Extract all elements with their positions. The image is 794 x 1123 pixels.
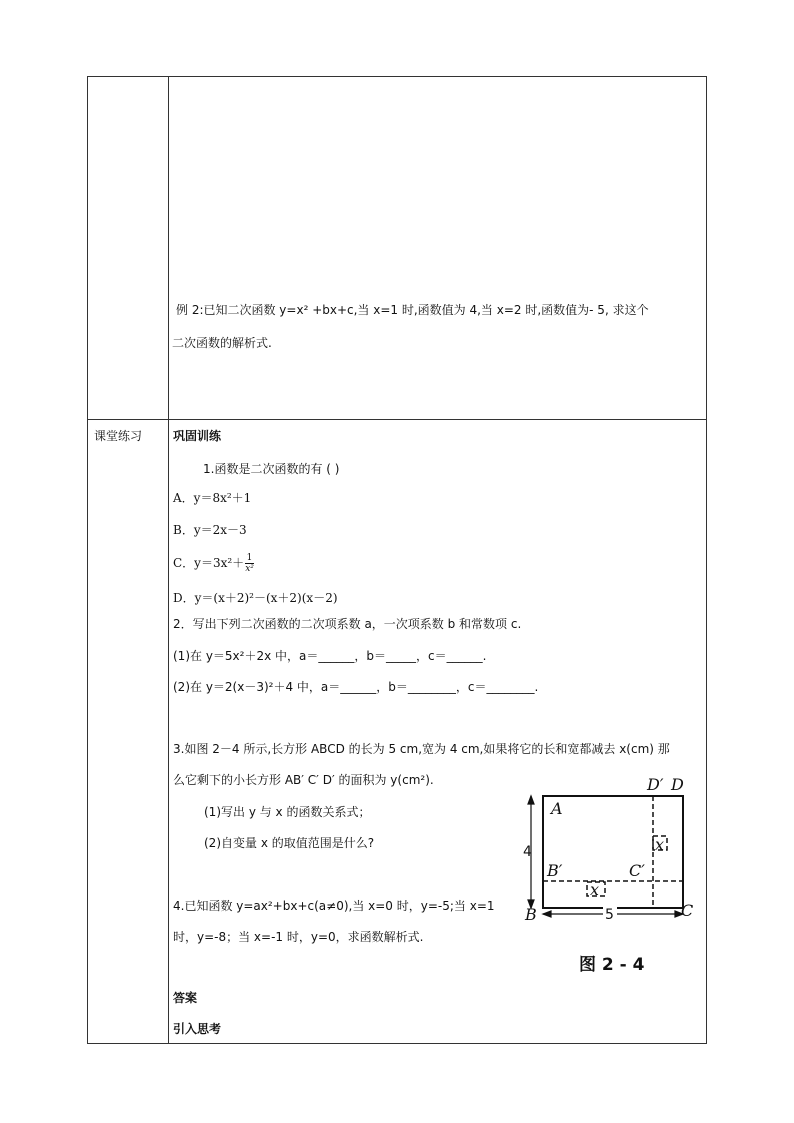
- fraction-denominator: x²: [245, 564, 254, 574]
- practice-heading: 巩固训练: [173, 429, 222, 443]
- q1-option-b: B．y＝2x－3: [173, 523, 247, 537]
- row-divider: [88, 419, 706, 420]
- q1-stem: 1.函数是二次函数的有 ( ): [203, 462, 340, 476]
- label-height-4: 4: [523, 844, 532, 860]
- q3-line2: 么它剩下的小长方形 AB′ C′ D′ 的面积为 y(cm²).: [173, 773, 434, 787]
- figure-caption: 图 2 - 4: [579, 955, 645, 975]
- fraction-numerator: 1: [246, 553, 253, 563]
- q3-line1: 3.如图 2－4 所示,长方形 ABCD 的长为 5 cm,宽为 4 cm,如果将它的长和宽都减去 x(cm) 那: [173, 742, 670, 756]
- q2-stem: 2．写出下列二次函数的二次项系数 a，一次项系数 b 和常数项 c.: [173, 617, 522, 631]
- q3-sub2: (2)自变量 x 的取值范围是什么?: [204, 836, 375, 850]
- q1-option-a: A．y＝8x²＋1: [173, 491, 252, 505]
- example2-line1: 例 2:已知二次函数 y=x² +bx+c,当 x=1 时,函数值为 4,当 x=2 时,函数值为- 5, 求这个: [176, 303, 649, 317]
- label-c: C: [681, 901, 694, 920]
- label-x-bottom: x: [590, 880, 600, 899]
- q2-part1: (1)在 y＝5x²＋2x 中，a＝______，b＝_____，c＝______.: [173, 649, 487, 663]
- width-arrow-left: [543, 911, 551, 917]
- label-c-prime: C′: [629, 861, 645, 880]
- q4-line2: 时，y=-8；当 x=-1 时，y=0，求函数解析式.: [173, 930, 424, 944]
- column-divider: [168, 77, 169, 1043]
- q1-option-c-prefix: C．y＝3x²＋: [173, 556, 245, 570]
- q2-part2: (2)在 y＝2(x－3)²＋4 中，a＝______，b＝________，c＝________.: [173, 680, 539, 694]
- label-d-prime: D′: [647, 775, 664, 794]
- label-x-right: x: [655, 835, 665, 854]
- label-width-5: 5: [605, 907, 614, 923]
- intro-heading: 引入思考: [173, 1022, 222, 1036]
- q1-option-c-fraction: [245, 553, 254, 574]
- q4-line1: 4.已知函数 y=ax²+bx+c(a≠0),当 x=0 时，y=-5;当 x=1: [173, 899, 495, 913]
- answer-heading: 答案: [173, 991, 198, 1005]
- q1-option-d: D．y＝(x＋2)²－(x＋2)(x－2): [173, 591, 338, 605]
- label-b-prime: B′: [547, 861, 563, 880]
- label-a: A: [551, 799, 563, 818]
- q3-sub1: (1)写出 y 与 x 的函数关系式；: [204, 805, 371, 819]
- label-b: B: [525, 905, 537, 924]
- rectangle-figure: [523, 774, 703, 984]
- example2-line2: 二次函数的解析式.: [172, 336, 272, 350]
- label-d: D: [671, 775, 684, 794]
- q1-option-c: [173, 552, 254, 574]
- height-arrow-top: [528, 796, 534, 804]
- section-label: 课堂练习: [94, 429, 143, 443]
